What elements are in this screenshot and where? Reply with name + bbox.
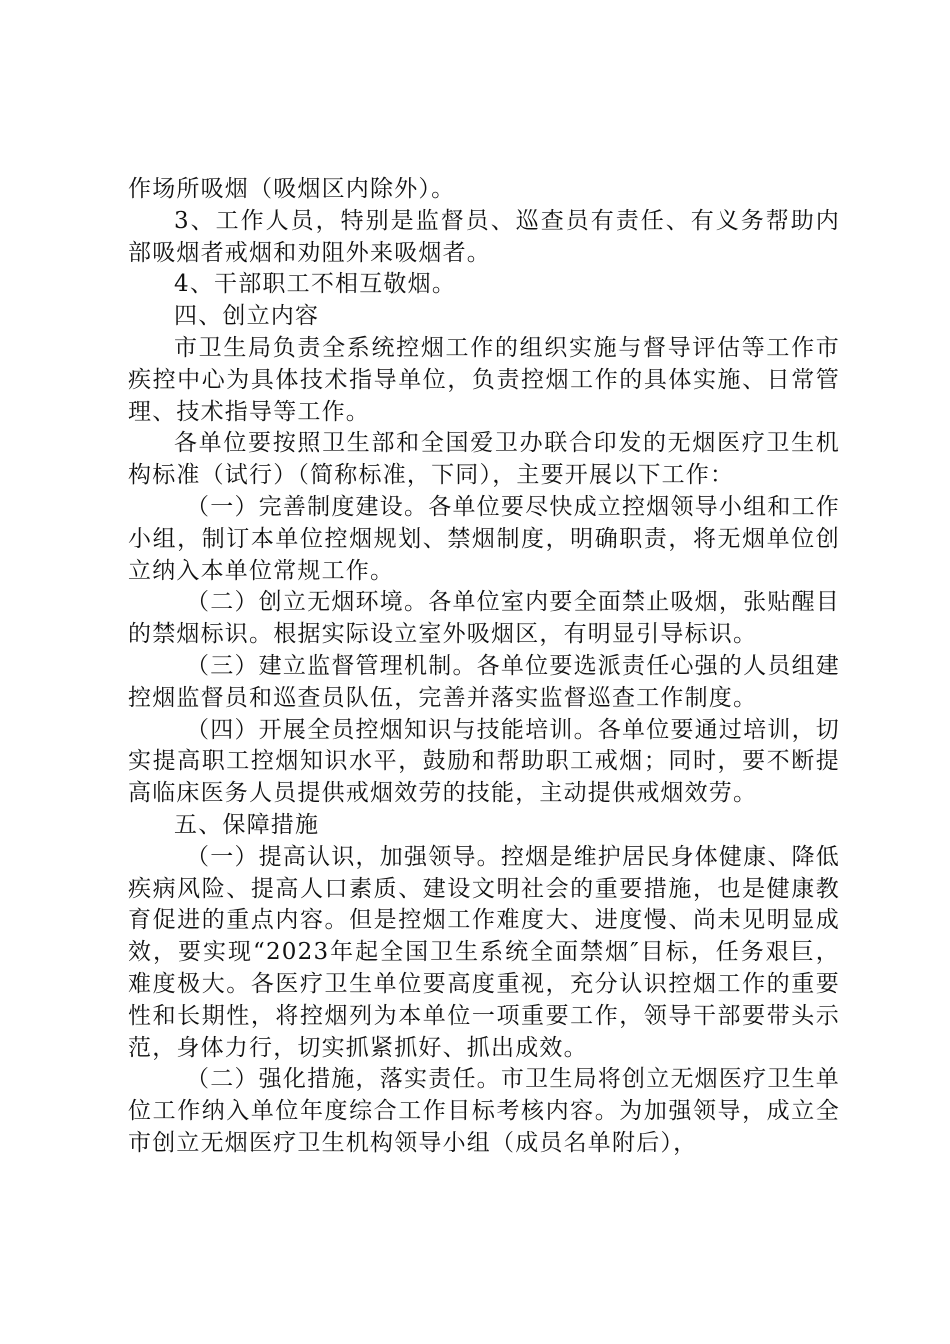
paragraph-units-standard: 各单位要按照卫生部和全国爱卫办联合印发的无烟医疗卫生机构标准（试行）（简称标准，下同），主要开展以下工作： bbox=[128, 430, 840, 489]
paragraph-sub-2: （二）创立无烟环境。各单位室内要全面禁止吸烟，张贴醒目的禁烟标识。根据实际设立室外吸烟区，有明显引导标识。 bbox=[128, 589, 840, 648]
paragraph-sub-3: （三）建立监督管理机制。各单位要选派责任心强的人员组建控烟监督员和巡查员队伍，完善并落实监督巡查工作制度。 bbox=[128, 652, 840, 711]
paragraph-item-3: 3、工作人员，特别是监督员、巡查员有责任、有义务帮助内部吸烟者戒烟和劝阻外来吸烟者。 bbox=[128, 207, 840, 266]
paragraph-item-4: 4、干部职工不相互敬烟。 bbox=[174, 271, 457, 298]
section-heading-5: 五、保障措施 bbox=[174, 811, 320, 838]
paragraph-continuation: 作场所吸烟（吸烟区内除外）。 bbox=[128, 176, 456, 202]
section-heading-4: 四、创立内容 bbox=[174, 303, 320, 330]
paragraph-sub-4: （四）开展全员控烟知识与技能培训。各单位要通过培训，切实提高职工控烟知识水平，鼓励和帮助职工戒烟；同时，要不断提高临床医务人员提供戒烟效劳的技能，主动提供戒烟效劳。 bbox=[128, 716, 840, 807]
paragraph-sub-1: （一）完善制度建设。各单位要尽快成立控烟领导小组和工作小组，制订本单位控烟规划、禁烟制度，明确职责，将无烟单位创立纳入本单位常规工作。 bbox=[128, 493, 840, 584]
document-body bbox=[128, 174, 840, 1160]
paragraph-measure-1: （一）提高认识，加强领导。控烟是维护居民身体健康、降低疾病风险、提高人口素质、建设文明社会的重要措施，也是健康教育促进的重点内容。但是控烟工作难度大、进度慢、尚未见明显成效，要实现“2023年起全国卫生系统全面禁烟″目标，任务艰巨，难度极大。各医疗卫生单位要高度重视，充分认识控烟工作的重要性和长期性，将控烟列为本单位一项重要工作，领导干部要带头示范，身体力行，切实抓紧抓好、抓出成效。 bbox=[128, 843, 840, 1061]
paragraph-city-health-bureau: 市卫生局负责全系统控烟工作的组织实施与督导评估等工作市疾控中心为具体技术指导单位，负责控烟工作的具体实施、日常管理、技术指导等工作。 bbox=[128, 334, 840, 425]
paragraph-measure-2: （二）强化措施，落实责任。市卫生局将创立无烟医疗卫生单位工作纳入单位年度综合工作目标考核内容。为加强领导，成立全市创立无烟医疗卫生机构领导小组（成员名单附后）， bbox=[128, 1066, 840, 1156]
